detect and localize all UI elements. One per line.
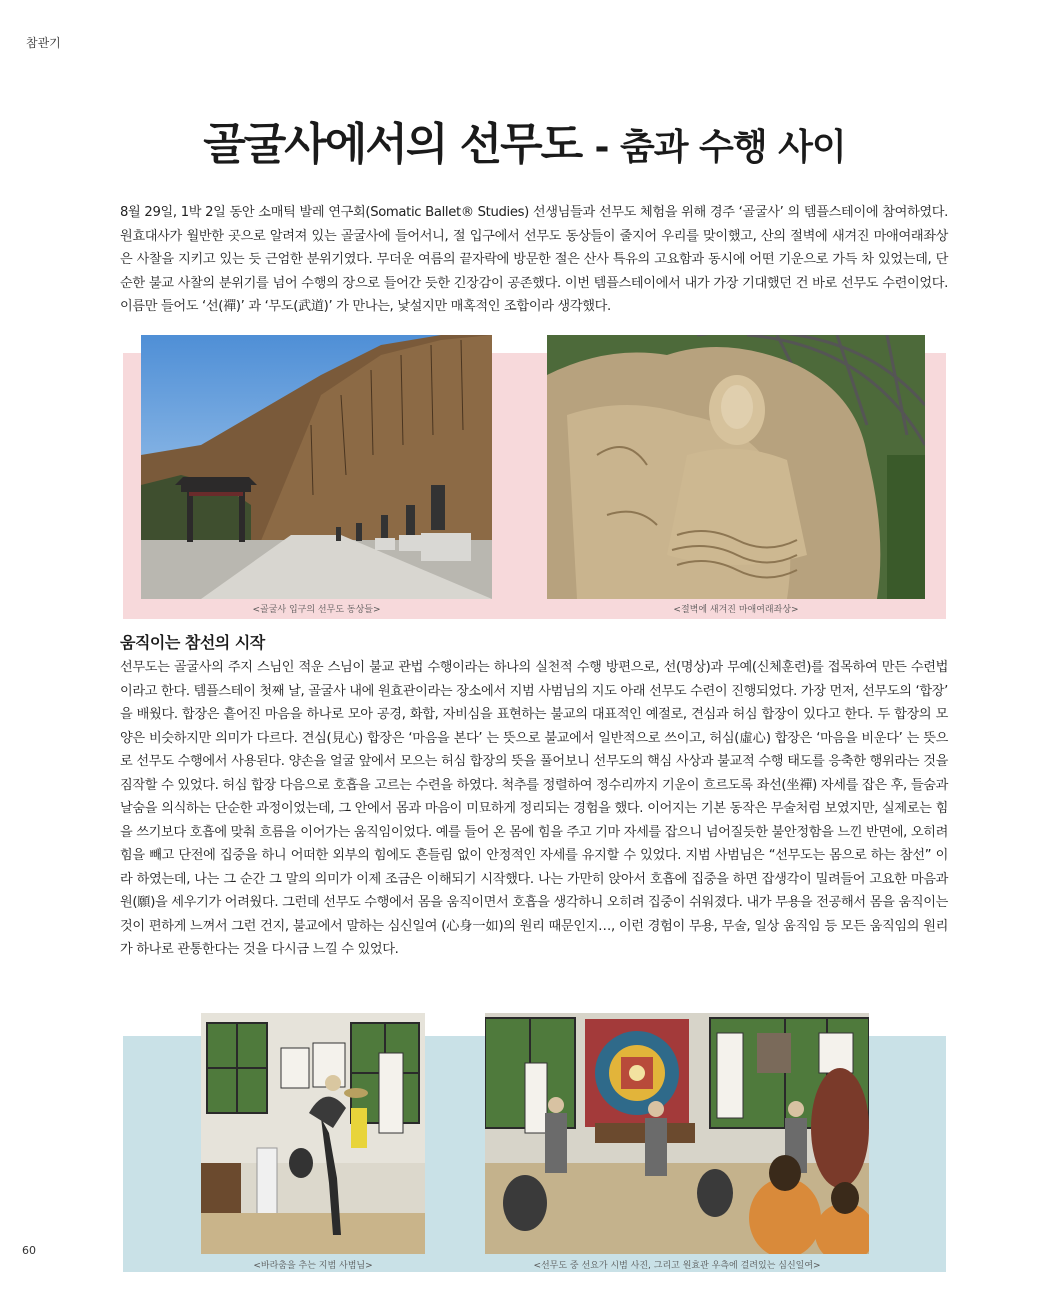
caption-photo-4: <선무도 중 선요가 시범 사진, 그리고 원효관 우측에 걸려있는 심신일여>: [533, 1261, 821, 1271]
photo-temple-entrance: [141, 335, 492, 599]
title-sub: - 춤과 수행 사이: [594, 127, 846, 168]
caption-photo-2: <절벽에 새겨진 마애여래좌상>: [673, 605, 799, 615]
caption-photo-1: <골굴사 입구의 선무도 동상들>: [252, 605, 381, 615]
title-main: 골굴사에서의 선무도: [203, 119, 582, 170]
section-heading: 움직이는 참선의 시작: [120, 633, 265, 652]
intro-paragraph: 8월 29일, 1박 2일 동안 소매틱 발레 연구회(Somatic Ballet® Studies) 선생님들과 선무도 체험을 위해 경주 ‘골굴사’ 의 템플스테이에 참여하였다. 원효대사가 월반한 곳으로 알려져 있는 골굴사에 들어서니, 절 입구에서 선무도 동상들이 줄지어 우리를 맞이했고, 산의 절벽에 새겨진 마애여래좌상은 사찰을 지키고 있는 듯 근엄한 분위기였다. 무더운 여름의 끝자락에 방문한 절은 산사 특유의 고요함과 동시에 어떤 기운으로 가득 차 있었는데, 단순한 불교 사찰의 분위기를 넘어 수행의 장으로 들어간 듯한 긴장감이 공존했다. 이번 템플스테이에서 내가 가장 기대했던 건 바로 선무도 수련이었다. 이름만 들어도 ‘선(禪)’ 과 ‘무도(武道)’ 가 만나는, 낯설지만 매혹적인 조합이라 생각했다.: [120, 205, 948, 314]
page-title: [0, 108, 1049, 172]
section-label: 참관기: [26, 36, 61, 50]
photo-seon-yoga: [485, 1013, 869, 1254]
body-paragraph: 선무도는 골굴사의 주지 스님인 적운 스님이 불교 관법 수행이라는 하나의 실천적 수행 방편으로, 선(명상)과 무예(신체훈련)를 접목하여 만든 수련법이라고 한다. 템플스테이 첫째 날, 골굴사 내에 원효관이라는 장소에서 지범 사범님의 지도 아래 선무도 수련이 진행되었다. 가장 먼저, 선무도의 ‘합장’ 을 배웠다. 합장은 흩어진 마음을 하나로 모아 공경, 화합, 자비심을 표현하는 불교의 대표적인 예절로, 견심과 허심 합장이 있다고 한다. 두 합장의 모양은 비슷하지만 의미가 다르다. 견심(見心) 합장은 ‘마음을 본다’ 는 뜻으로 불교에서 일반적으로 쓰이고, 허심(虛心) 합장은 ‘마음을 비운다’ 는 뜻으로 선무도 수행에서 사용된다. 양손을 얼굴 앞에서 모으는 허심 합장의 뜻을 풀어보니 선무도의 핵심 사상과 불교적 수행 태도를 응축한 행위라는 것을 짐작할 수 있었다. 허심 합장 다음으로 호흡을 고르는 수련을 하였다. 척추를 정렬하여 정수리까지 기운이 흐르도록 좌선(坐禪) 자세를 잡은 후, 들숨과 날숨을 의식하는 단순한 과정이었는데, 그 안에서 몸과 마음이 미묘하게 정리되는 경험을 했다. 이어지는 기본 동작은 무술처럼 보였지만, 실제로는 힘을 쓰기보다 호흡에 맞춰 흐름을 이어가는 움직임이었다. 예를 들어 온 몸에 힘을 주고 기마 자세를 잡으니 넘어질듯한 불안정함을 느낀 반면에, 오히려 힘을 빼고 단전에 집중을 하니 어떠한 외부의 힘에도 흔들림 없이 안정적인 자세를 유지할 수 있었다. 지범 사범님은 “선무도는 몸으로 하는 참선” 이라 하였는데, 나는 그 순간 그 말의 의미가 이제 조금은 이해되기 시작했다. 나는 가만히 앉아서 호흡에 집중을 하면 잡생각이 밀려들어 고요한 마음과 원(願)을 세우기가 어려웠다. 그런데 선무도 수행에서 몸을 움직이면서 호흡을 생각하니 오히려 집중이 쉬워졌다. 내가 무용을 전공해서 몸을 움직이는 것이 편하게 느껴서 그런 건지, 불교에서 말하는 심신일여 (心身一如)의 원리 때문인지…, 이런 경험이 무용, 무술, 일상 움직임 등 모든 움직임의 원리가 하나로 관통한다는 것을 다시금 느낄 수 있었다.: [120, 660, 948, 957]
photo-bara-dance: [201, 1013, 425, 1254]
caption-photo-3: <바라춤을 추는 지범 사범님>: [253, 1261, 373, 1271]
page-number: 60: [22, 1244, 36, 1257]
photo-rock-buddha: [547, 335, 925, 599]
